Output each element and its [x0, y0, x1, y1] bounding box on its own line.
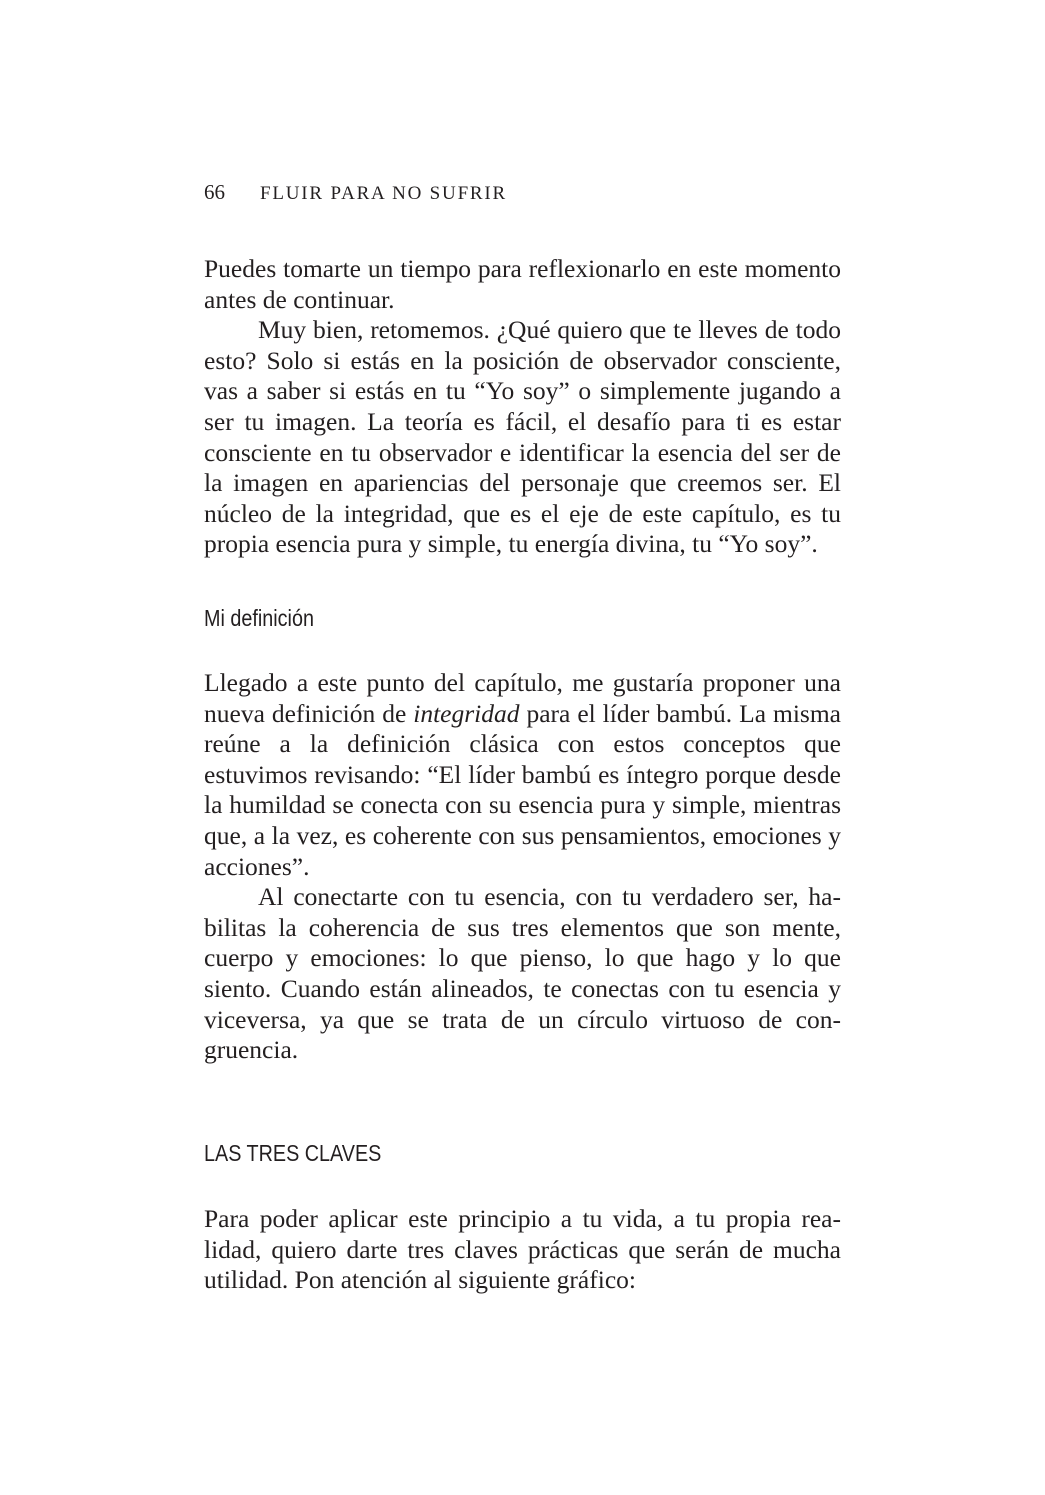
paragraph-text: para el líder bambú. La misma reúne a la definición clásica con estos conceptos que estuvimos revisando: “El líder bambú es íntegro porque desde la humildad se conecta con su esencia pura y simple, mientras que, a la vez, es coherente con sus pensamientos, emociones y acciones”. — [204, 698, 841, 881]
text-block-intro — [204, 254, 841, 560]
paragraph — [204, 668, 841, 882]
emphasis-term: integridad — [413, 698, 520, 728]
paragraph: Muy bien, retomemos. ¿Qué quiero que te lleves de todo esto? Solo si estás en la posición de observador consciente, vas a saber si estás en tu “Yo soy” o simplemente jugando a ser tu imagen. La teoría es fácil, el desafío para ti es estar consciente en tu observador e identificar la esencia del ser de la imagen en apariencias del personaje que creemos ser. El núcleo de la integridad, que es el eje de este capítulo, es tu propia esencia pura y simple, tu energía divina, tu “Yo soy”. — [204, 315, 841, 559]
section-heading-mi-definicion: Mi definición — [204, 605, 314, 631]
paragraph: Para poder aplicar este principio a tu vida, a tu propia realidad, quiero darte tres claves prácticas que serán de mucha utilidad. Pon atención al siguiente gráfico: — [204, 1204, 841, 1295]
paragraph-text: Llegado a este punto del capítulo, me gustaría proponer una nueva definición de — [204, 668, 841, 728]
page-number: 66 — [204, 180, 225, 204]
running-head — [204, 178, 507, 208]
text-block-definition — [204, 668, 841, 1066]
paragraph: Puedes tomarte un tiempo para reflexionarlo en este momento antes de continuar. — [204, 254, 841, 314]
section-heading-las-tres-claves: LAS TRES CLAVES — [204, 1140, 382, 1166]
paragraph: Al conectarte con tu esencia, con tu verdadero ser, habilitas la coherencia de sus tres elementos que son mente, cuerpo y emociones: lo que pienso, lo que hago y lo que siento. Cuando están alineados, te conectas con tu esencia y viceversa, ya que se trata de un círculo virtuoso de congruencia. — [204, 882, 841, 1065]
book-title: FLUIR PARA NO SUFRIR — [260, 183, 508, 204]
text-block-keys — [204, 1204, 841, 1296]
